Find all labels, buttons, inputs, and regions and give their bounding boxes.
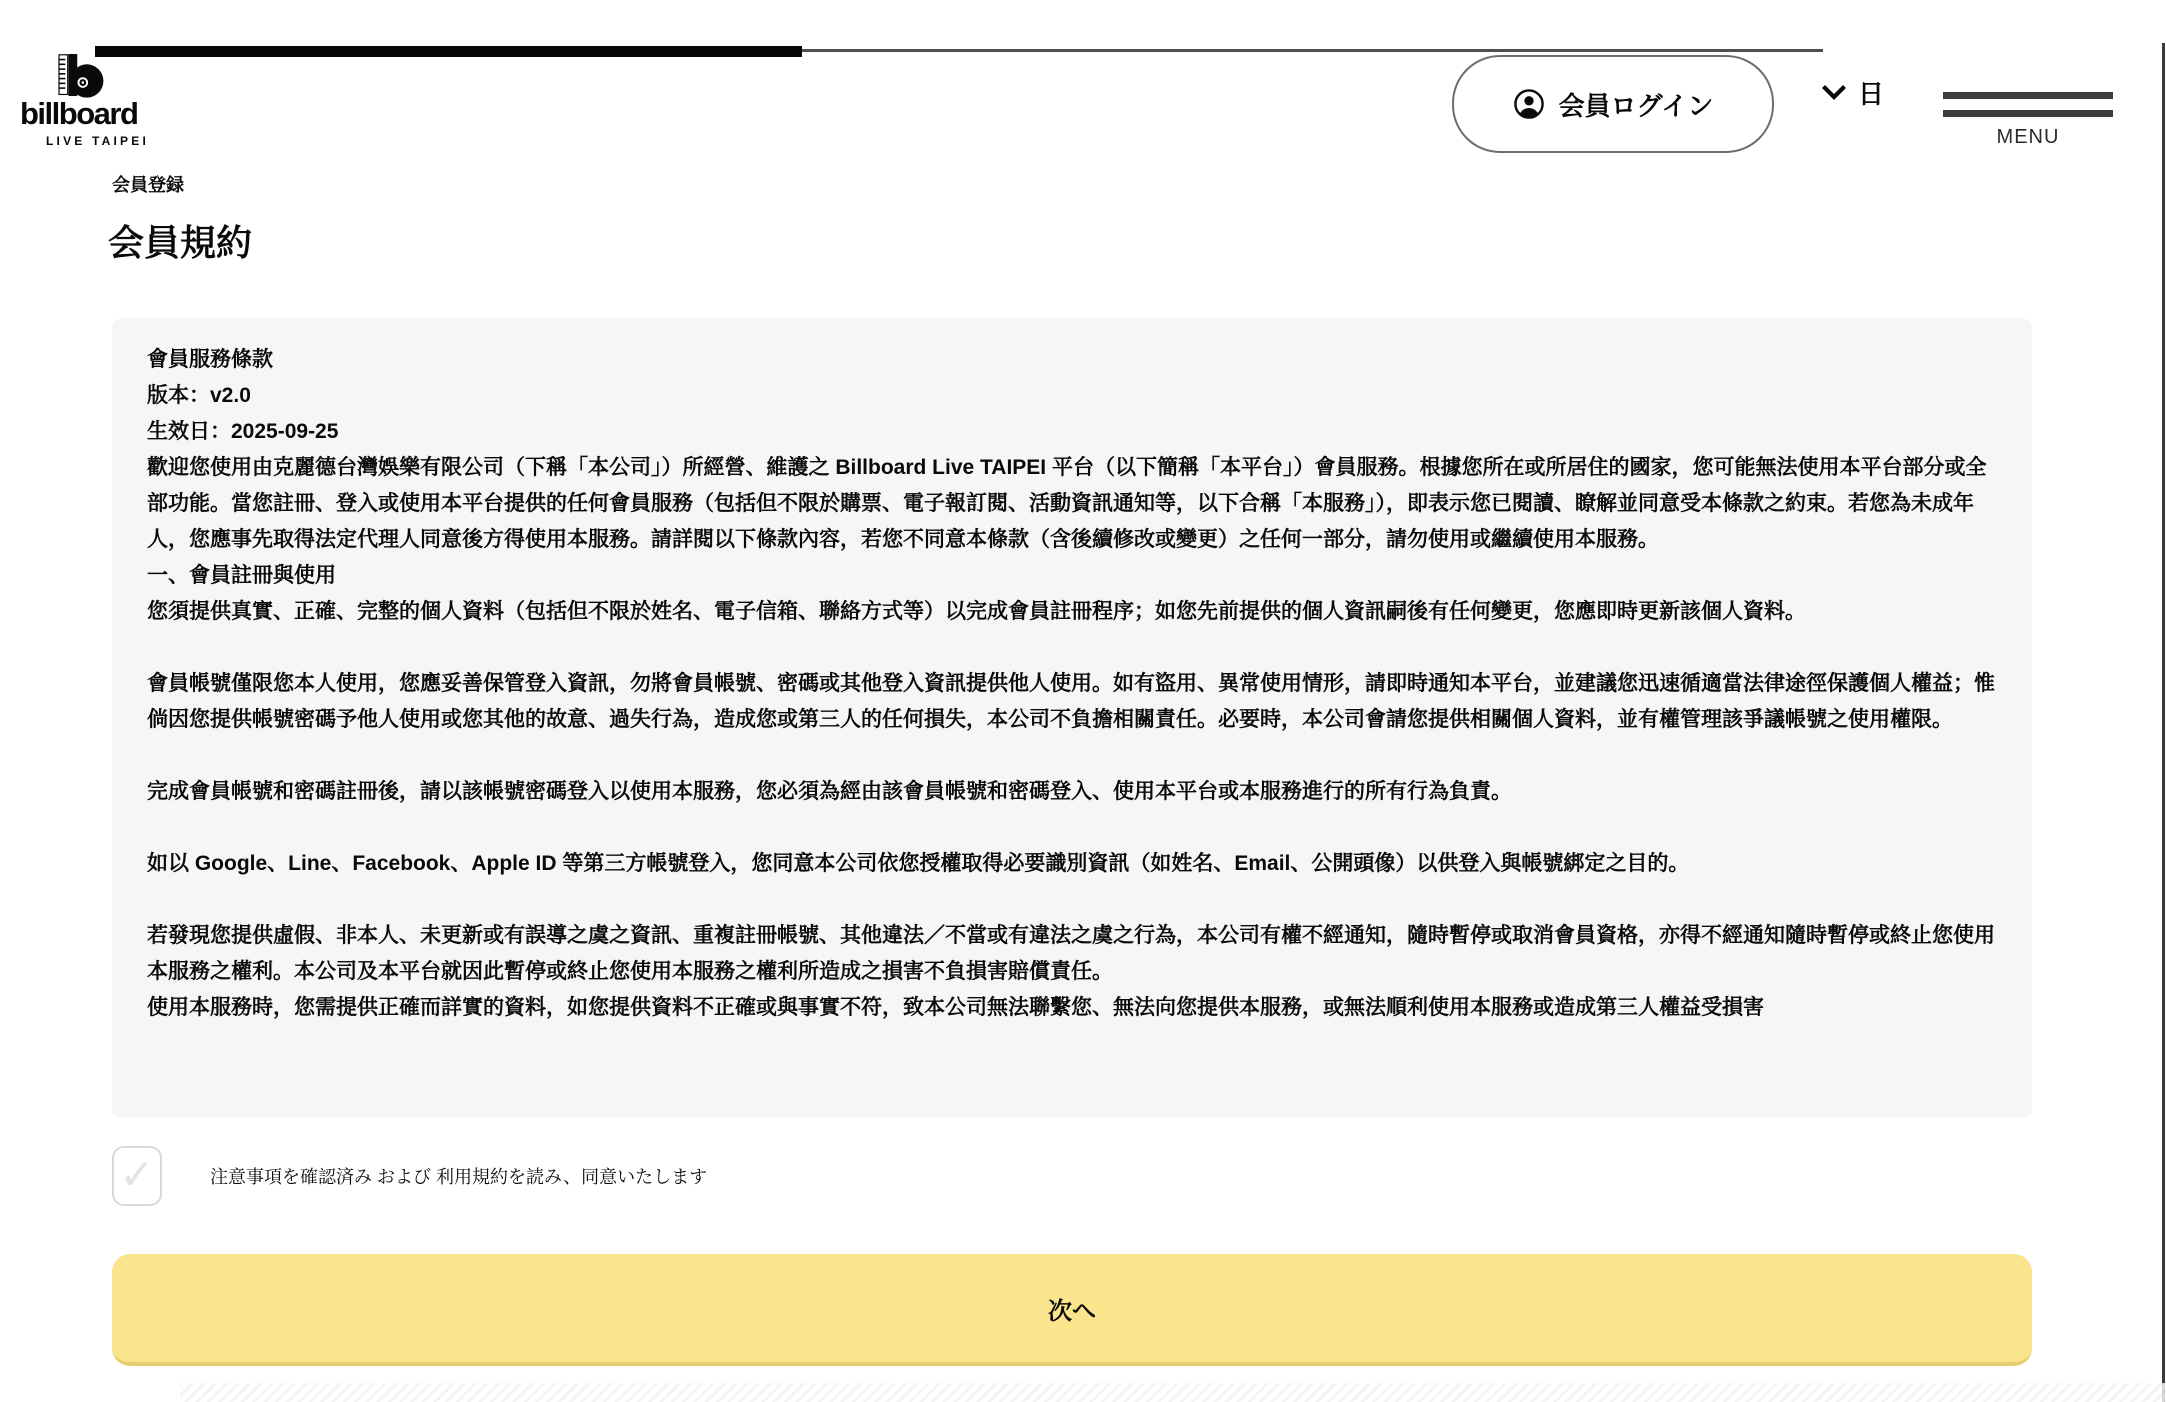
- page-title: 会員規約: [108, 222, 253, 263]
- terms-paragraph: 會員帳號僅限您本人使用，您應妥善保管登入資訊，勿將會員帳號、密碼或其他登入資訊提供他人使用。如有盜用、異常使用情形，請即時通知本平台，並建議您迅速循適當法律途徑保護個人權益；惟倘因您提供帳號密碼予他人使用或您其他的故意、過失行為，造成您或第三人的任何損失，本公司不負擔相關責任。必要時，本公司會請您提供相關個人資料，並有權管理該爭議帳號之使用權限。: [147, 672, 1995, 731]
- terms-version: 版本：v2.0: [147, 384, 251, 407]
- language-selector[interactable]: [1822, 74, 1884, 111]
- terms-paragraph: 您須提供真實、正確、完整的個人資料（包括但不限於姓名、電子信箱、聯絡方式等）以完成會員註冊程序；如您先前提供的個人資訊嗣後有任何變更，您應即時更新該個人資料。: [147, 600, 1806, 623]
- terms-effective-date: 生效日：2025-09-25: [147, 420, 339, 443]
- billboard-b-icon: [58, 54, 106, 100]
- member-login-label: 会員ログイン: [1558, 90, 1714, 121]
- language-selected-label: 日: [1858, 79, 1885, 109]
- hamburger-icon: [1943, 92, 2113, 117]
- logo-wordmark: billboard: [20, 96, 138, 131]
- terms-paragraph: 若發現您提供虛假、非本人、未更新或有誤導之虞之資訊、重複註冊帳號、其他違法／不當或有違法之虞之行為，本公司有權不經通知，隨時暫停或取消會員資格，亦得不經通知隨時暫停或終止您使用本服務之權利。本公司及本平台就因此暫停或終止您使用本服務之權利所造成之損害不負損害賠償責任。: [147, 924, 1995, 983]
- terms-paragraph: [147, 882, 1997, 918]
- chevron-down-icon: [1822, 84, 1846, 102]
- menu-label: MENU: [1996, 126, 2060, 148]
- terms-paragraph: 使用本服務時，您需提供正確而詳實的資料，如您提供資料不正確或與事實不符，致本公司無法聯繫您、無法向您提供本服務，或無法順利使用本服務或造成第三人權益受損害: [147, 996, 1764, 1019]
- next-button[interactable]: 次へ: [112, 1254, 2032, 1366]
- breadcrumb: 会員登録: [112, 175, 184, 195]
- logo-subtitle: LIVE TAIPEI: [46, 134, 149, 148]
- page-scrollbar[interactable]: [2162, 43, 2165, 1402]
- terms-body: [147, 450, 1997, 1026]
- agreement-row: [112, 1146, 707, 1206]
- terms-paragraph: 歡迎您使用由克麗德台灣娛樂有限公司（下稱「本公司」）所經營、維護之 Billboard Live TAIPEI 平台（以下簡稱「本平台」）會員服務。根據您所在或所居住的國家，您可能無法使用本平台部分或全部功能。當您註冊、登入或使用本平台提供的任何會員服務（包括但不限於購票、電子報訂閱、活動資訊通知等，以下合稱「本服務」），即表示您已閱讀、瞭解並同意受本條款之約束。若您為未成年人，您應事先取得法定代理人同意後方得使用本服務。請詳閱以下條款內容，若您不同意本條款（含後續修改或變更）之任何一部分，請勿使用或繼續使用本服務。: [147, 456, 1987, 551]
- header-bar-thick: [95, 46, 802, 57]
- terms-paragraph: [147, 810, 1997, 846]
- agreement-checkbox[interactable]: [112, 1146, 162, 1206]
- agreement-label: 注意事項を確認済み および 利用規約を読み、同意いたします: [210, 1167, 708, 1187]
- terms-paragraph: 如以 Google、Line、Facebook、Apple ID 等第三方帳號登入，您同意本公司依您授權取得必要識別資訊（如姓名、Email、公開頭像）以供登入與帳號綁定之目的。: [147, 852, 1690, 875]
- menu-button[interactable]: [1943, 92, 2113, 149]
- terms-paragraph: 一、會員註冊與使用: [147, 564, 336, 587]
- terms-scroll-area[interactable]: [112, 318, 2032, 1118]
- person-icon: [1513, 88, 1545, 120]
- terms-paragraph: [147, 630, 1997, 666]
- terms-paragraph: 完成會員帳號和密碼註冊後，請以該帳號密碼登入以使用本服務，您必須為經由該會員帳號和密碼登入、使用本平台或本服務進行的所有行為負責。: [147, 780, 1512, 803]
- terms-paragraph: [147, 738, 1997, 774]
- header-bar-thin: [802, 49, 1823, 52]
- checkmark-icon: ✓: [119, 1151, 155, 1198]
- footer-texture: [180, 1383, 2166, 1402]
- terms-title: 會員服務條款: [147, 348, 273, 371]
- member-login-button[interactable]: [1452, 55, 1774, 153]
